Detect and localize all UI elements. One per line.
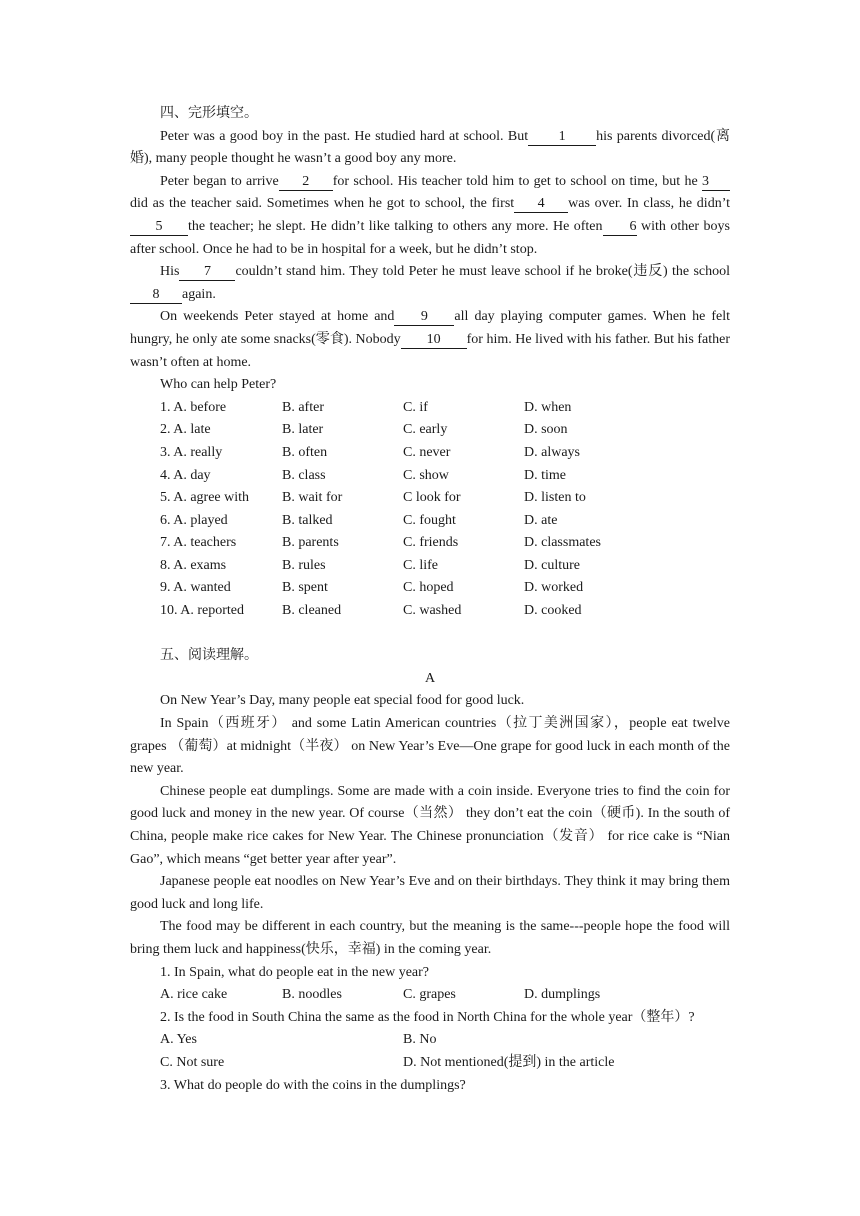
option-b: B. talked: [282, 512, 333, 528]
cloze-text: was over. In class, he didn’t: [568, 196, 730, 212]
option-a: 6. A. played: [160, 512, 228, 528]
option-a: A. rice cake: [160, 987, 228, 1003]
option-a: 5. A. agree with: [160, 490, 250, 506]
option-c: C. early: [403, 422, 448, 438]
option-b: B. after: [282, 399, 324, 415]
cloze-text: for school. His teacher told him to get to school on time, but he: [332, 173, 702, 189]
option-d: D. ate: [524, 512, 558, 528]
cloze-options: [130, 397, 730, 623]
cloze-closing-line: Who can help Peter?: [160, 377, 277, 393]
option-b: B. wait for: [282, 490, 343, 506]
option-d: D. listen to: [524, 490, 586, 506]
question-1: 1. In Spain, what do people eat in the new year?: [160, 964, 430, 980]
cloze-text: Peter began to arrive: [160, 173, 279, 189]
cloze-blank-5: 5: [130, 218, 188, 236]
option-row: [130, 510, 730, 533]
option-row: [130, 577, 730, 600]
question-2-options-row1: [130, 1029, 730, 1052]
option-d: D. Not mentioned(提到) in the article: [403, 1054, 615, 1070]
option-b: B. spent: [282, 580, 328, 596]
option-row: [130, 419, 730, 442]
cloze-text: did as the teacher said. Sometimes when he got to school, the first: [130, 196, 515, 212]
option-a: 4. A. day: [160, 467, 211, 483]
option-row: [130, 600, 730, 623]
reading-paragraph-4: Japanese people eat noodles on New Year’s Eve and on their birthdays. They think it may bring them good luck and long life.: [130, 874, 730, 912]
option-row: [130, 442, 730, 465]
cloze-text: couldn’t stand him. They told Peter he must leave school if he broke(违反) the school: [235, 264, 730, 280]
option-b: B. often: [282, 444, 328, 460]
cloze-paragraph-3: [130, 261, 730, 306]
option-row: [130, 555, 730, 578]
option-a: A. Yes: [160, 1032, 197, 1048]
cloze-blank-8: 8: [130, 286, 182, 304]
option-c: C. show: [403, 467, 449, 483]
cloze-text: for him. He lived with his father. But his father wasn’t often at home.: [130, 331, 730, 370]
cloze-paragraph-2: [130, 171, 730, 261]
reading-paragraph-1: On New Year’s Day, many people eat special food for good luck.: [160, 693, 525, 709]
option-a: 10. A. reported: [160, 603, 244, 619]
option-c: C look for: [403, 490, 461, 506]
option-a: 2. A. late: [160, 422, 211, 438]
option-a: 3. A. really: [160, 444, 223, 460]
option-d: D. soon: [524, 422, 568, 438]
option-row: [130, 487, 730, 510]
option-c: C. friends: [403, 535, 459, 551]
option-d: D. time: [524, 467, 566, 483]
question-2-options-row2: [130, 1052, 730, 1075]
document-content: [130, 103, 730, 1097]
option-c: C. if: [403, 399, 428, 415]
option-c: C. life: [403, 557, 438, 573]
reading-paragraph-5: The food may be different in each country, but the meaning is the same---people hope the food will bring them luck and happiness(快乐，幸福) in the coming year.: [130, 919, 730, 957]
question-3: 3. What do people do with the coins in the dumplings?: [160, 1077, 466, 1093]
option-a: 1. A. before: [160, 399, 227, 415]
section5-heading: 五、阅读理解。: [160, 648, 258, 664]
question-1-options: [130, 984, 730, 1007]
cloze-text: Peter was a good boy in the past. He studied hard at school. But: [160, 128, 529, 144]
cloze-paragraph-4: [130, 306, 730, 374]
option-b: B. cleaned: [282, 603, 342, 619]
option-b: B. noodles: [282, 987, 342, 1003]
option-b: B. parents: [282, 535, 339, 551]
option-d: D. always: [524, 444, 580, 460]
option-d: D. cooked: [524, 603, 582, 619]
cloze-blank-9: 9: [394, 308, 454, 326]
option-c: C. never: [403, 444, 451, 460]
section-spacer: [130, 623, 730, 646]
reading-paragraph-2: In Spain（西班牙） and some Latin American countries（拉丁美洲国家），people eat twelve grapes （葡萄）at midnight（半夜） on New Year’s Eve—One grape for good luck in each month of the new year.: [130, 716, 730, 777]
section4-heading: 四、完形填空。: [160, 106, 258, 121]
cloze-text: with other boys after school. Once he had to be in hospital for a week, but he didn’t stop.: [130, 218, 730, 257]
option-b: B. rules: [282, 557, 326, 573]
option-row: [130, 465, 730, 488]
option-d: D. classmates: [524, 535, 601, 551]
option-a: 7. A. teachers: [160, 535, 237, 551]
cloze-text: the teacher; he slept. He didn’t like talking to others any more. He often: [188, 218, 603, 234]
option-c: C. hoped: [403, 580, 454, 596]
cloze-text: again.: [182, 286, 216, 302]
cloze-blank-3: 3: [702, 173, 730, 191]
cloze-text: His: [160, 264, 180, 280]
option-c: C. washed: [403, 603, 462, 619]
option-row: [130, 532, 730, 555]
reading-paragraph-3: Chinese people eat dumplings. Some are made with a coin inside. Everyone tries to find the coin for good luck and money in the new year. Of course（当然） they don’t eat the coin（硬币). In the south of China, people make rice cakes for New Year. The Chinese pronunciation（发音） for rice cake is “Nian Gao”, which means “get better year after year”.: [130, 783, 730, 867]
cloze-blank-2: 2: [279, 173, 333, 191]
cloze-blank-7: 7: [179, 263, 235, 281]
cloze-blank-4: 4: [514, 195, 568, 213]
cloze-text: his parents divorced(离婚), many people thought he wasn’t a good boy any more.: [130, 128, 730, 167]
option-a: 9. A. wanted: [160, 580, 231, 596]
option-row: [130, 397, 730, 420]
option-d: D. worked: [524, 580, 584, 596]
option-c: C. Not sure: [160, 1054, 225, 1070]
cloze-paragraph-1: [130, 126, 730, 171]
option-b: B. later: [282, 422, 324, 438]
cloze-blank-10: 10: [401, 331, 467, 349]
option-a: 8. A. exams: [160, 557, 227, 573]
option-d: D. dumplings: [524, 987, 601, 1003]
cloze-text: all day playing computer games. When he felt hungry, he only ate some snacks(零食). Nobody: [130, 309, 730, 347]
option-d: D. when: [524, 399, 572, 415]
question-2: 2. Is the food in South China the same as the food in North China for the whole year（整年）?: [160, 1009, 695, 1025]
option-c: C. fought: [403, 512, 456, 528]
passage-label: A: [424, 670, 436, 686]
option-b: B. class: [282, 467, 326, 483]
option-d: D. culture: [524, 557, 580, 573]
option-b: B. No: [403, 1032, 437, 1048]
cloze-text: On weekends Peter stayed at home and: [160, 309, 395, 325]
option-c: C. grapes: [403, 987, 456, 1003]
cloze-blank-6: 6: [603, 218, 637, 236]
cloze-blank-1: 1: [528, 128, 596, 146]
